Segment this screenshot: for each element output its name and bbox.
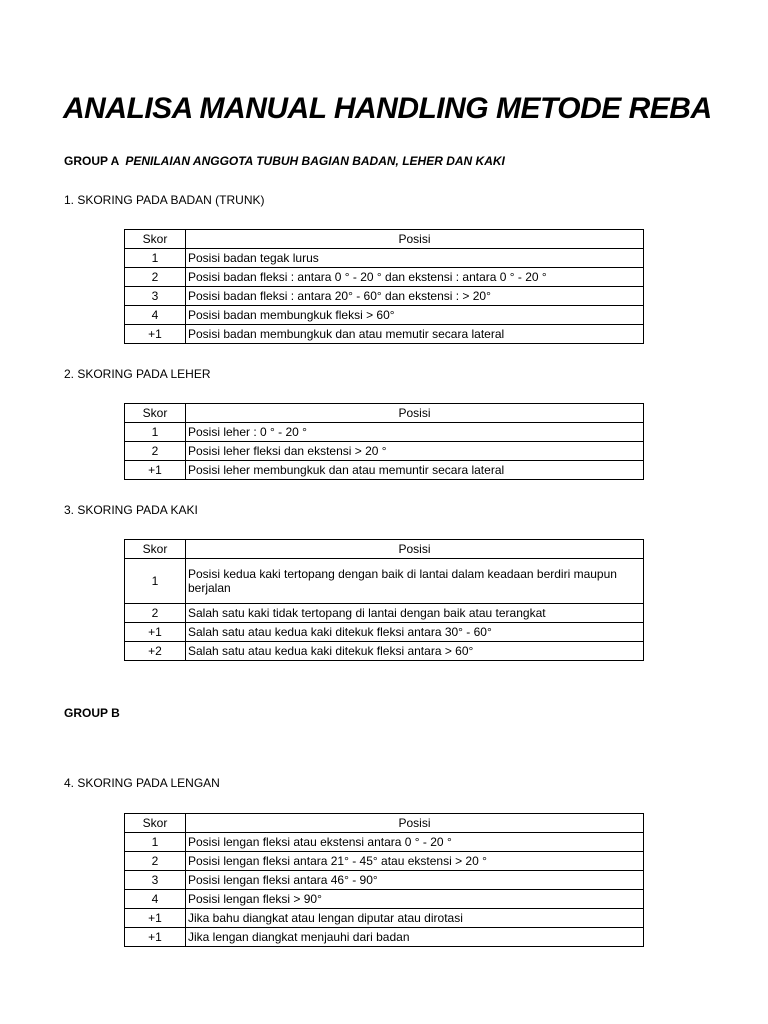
header-posisi: Posisi: [186, 230, 644, 249]
group-a-subtitle: PENILAIAN ANGGOTA TUBUH BAGIAN BADAN, LEHER DAN KAKI: [125, 154, 505, 168]
cell-posisi: Posisi lengan fleksi antara 21° - 45° atau ekstensi > 20 °: [186, 852, 644, 871]
table-row: [125, 423, 644, 442]
cell-posisi: Salah satu kaki tidak tertopang di lantai dengan baik atau terangkat: [186, 604, 644, 623]
cell-posisi: Posisi lengan fleksi antara 46° - 90°: [186, 871, 644, 890]
cell-skor: 1: [125, 249, 186, 268]
cell-skor: +1: [125, 623, 186, 642]
table-header-row: [125, 540, 644, 559]
table-row: [125, 642, 644, 661]
table-row: [125, 909, 644, 928]
section-2-title: 2. SKORING PADA LEHER: [64, 367, 211, 381]
cell-skor: 4: [125, 306, 186, 325]
cell-posisi: Posisi badan membungkuk dan atau memutir secara lateral: [186, 325, 644, 344]
cell-posisi: Posisi leher fleksi dan ekstensi > 20 °: [186, 442, 644, 461]
cell-posisi: Posisi lengan fleksi atau ekstensi antara 0 ° - 20 °: [186, 833, 644, 852]
cell-posisi: Posisi lengan fleksi > 90°: [186, 890, 644, 909]
header-skor: Skor: [125, 814, 186, 833]
group-a-heading: [64, 154, 505, 168]
cell-posisi: Posisi leher membungkuk dan atau memuntir secara lateral: [186, 461, 644, 480]
cell-posisi: Posisi badan tegak lurus: [186, 249, 644, 268]
page-title: ANALISA MANUAL HANDLING METODE REBA: [63, 92, 712, 125]
cell-posisi: Posisi badan membungkuk fleksi > 60°: [186, 306, 644, 325]
cell-skor: 1: [125, 559, 186, 604]
cell-posisi: Jika lengan diangkat menjauhi dari badan: [186, 928, 644, 947]
table-header-row: [125, 814, 644, 833]
table-row: [125, 604, 644, 623]
section-3-table: [124, 539, 644, 661]
section-4-table: [124, 813, 644, 947]
cell-skor: 2: [125, 604, 186, 623]
table-row: [125, 890, 644, 909]
cell-skor: +1: [125, 461, 186, 480]
cell-skor: 2: [125, 852, 186, 871]
section-3-title: 3. SKORING PADA KAKI: [64, 503, 198, 517]
table-row: [125, 442, 644, 461]
table-row: [125, 623, 644, 642]
cell-posisi: Posisi kedua kaki tertopang dengan baik di lantai dalam keadaan berdiri maupun berjalan: [186, 559, 644, 604]
header-posisi: Posisi: [186, 540, 644, 559]
table-row: [125, 268, 644, 287]
table-row: [125, 852, 644, 871]
table-row: [125, 287, 644, 306]
section-4-title: 4. SKORING PADA LENGAN: [64, 776, 220, 790]
table-row: [125, 871, 644, 890]
group-a-label: GROUP A: [64, 154, 120, 168]
header-posisi: Posisi: [186, 814, 644, 833]
header-skor: Skor: [125, 404, 186, 423]
table-row: [125, 306, 644, 325]
table-row: [125, 833, 644, 852]
cell-posisi: Posisi leher : 0 ° - 20 °: [186, 423, 644, 442]
section-2-table: [124, 403, 644, 480]
cell-skor: 1: [125, 833, 186, 852]
group-b-heading: GROUP B: [64, 706, 120, 720]
cell-skor: 1: [125, 423, 186, 442]
cell-posisi: Jika bahu diangkat atau lengan diputar atau dirotasi: [186, 909, 644, 928]
section-1-title: 1. SKORING PADA BADAN (TRUNK): [64, 193, 265, 207]
cell-skor: 2: [125, 442, 186, 461]
cell-skor: +1: [125, 928, 186, 947]
cell-skor: 3: [125, 871, 186, 890]
cell-skor: +2: [125, 642, 186, 661]
cell-posisi: Posisi badan fleksi : antara 20° - 60° dan ekstensi : > 20°: [186, 287, 644, 306]
table-header-row: [125, 404, 644, 423]
cell-skor: +1: [125, 909, 186, 928]
table-row: [125, 928, 644, 947]
table-row: [125, 461, 644, 480]
table-header-row: [125, 230, 644, 249]
header-skor: Skor: [125, 540, 186, 559]
cell-skor: 3: [125, 287, 186, 306]
cell-posisi: Posisi badan fleksi : antara 0 ° - 20 ° dan ekstensi : antara 0 ° - 20 °: [186, 268, 644, 287]
header-skor: Skor: [125, 230, 186, 249]
table-row: [125, 249, 644, 268]
section-1-table: [124, 229, 644, 344]
cell-skor: +1: [125, 325, 186, 344]
table-row: [125, 559, 644, 604]
cell-posisi: Salah satu atau kedua kaki ditekuk fleksi antara 30° - 60°: [186, 623, 644, 642]
cell-posisi: Salah satu atau kedua kaki ditekuk fleksi antara > 60°: [186, 642, 644, 661]
cell-skor: 2: [125, 268, 186, 287]
header-posisi: Posisi: [186, 404, 644, 423]
cell-skor: 4: [125, 890, 186, 909]
table-row: [125, 325, 644, 344]
